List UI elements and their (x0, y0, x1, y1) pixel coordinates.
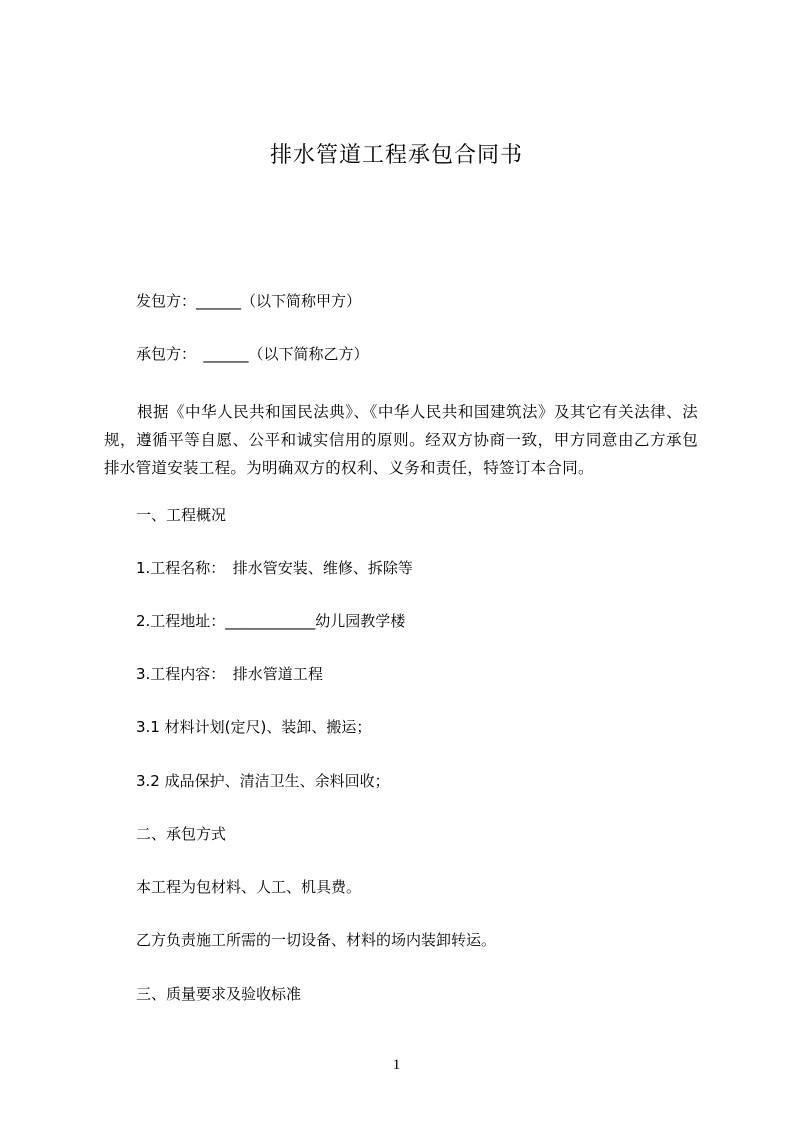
section-heading-contract-method: 二、承包方式 (136, 825, 227, 843)
section-heading-quality: 三、质量要求及验收标准 (136, 985, 302, 1003)
material-plan-line: 3.1 材料计划(定尺)、装卸、搬运； (136, 718, 372, 736)
project-address-line: 2.工程地址：____________幼儿园教学楼 (136, 612, 406, 630)
party-b-line: 承包方： ______（以下简称乙方） (136, 345, 369, 363)
project-content-line: 3.工程内容： 排水管道工程 (136, 665, 323, 683)
page-number: 1 (392, 1057, 401, 1073)
intro-paragraph: 根据《中华人民共和国民法典》、《中华人民共和国建筑法》及其它有关法律、法规，遵循平等自愿、公平和诚实信用的原则。经双方协商一致，甲方同意由乙方承包排水管道安装工程。为明确双方的权利、义务和责任，特签订本合同。 (104, 403, 698, 477)
contract-method-paragraph-1: 本工程为包材料、人工、机具费。 (136, 878, 362, 896)
product-protection-line: 3.2 成品保护、清洁卫生、余料回收； (136, 772, 390, 790)
contract-method-paragraph-2: 乙方负责施工所需的一切设备、材料的场内装卸转运。 (136, 931, 497, 949)
project-name-line: 1.工程名称： 排水管安装、维修、拆除等 (136, 559, 413, 577)
section-heading-overview: 一、工程概况 (136, 506, 227, 524)
document-title: 排水管道工程承包合同书 (269, 143, 523, 168)
party-a-line: 发包方：______（以下简称甲方） (136, 292, 362, 310)
